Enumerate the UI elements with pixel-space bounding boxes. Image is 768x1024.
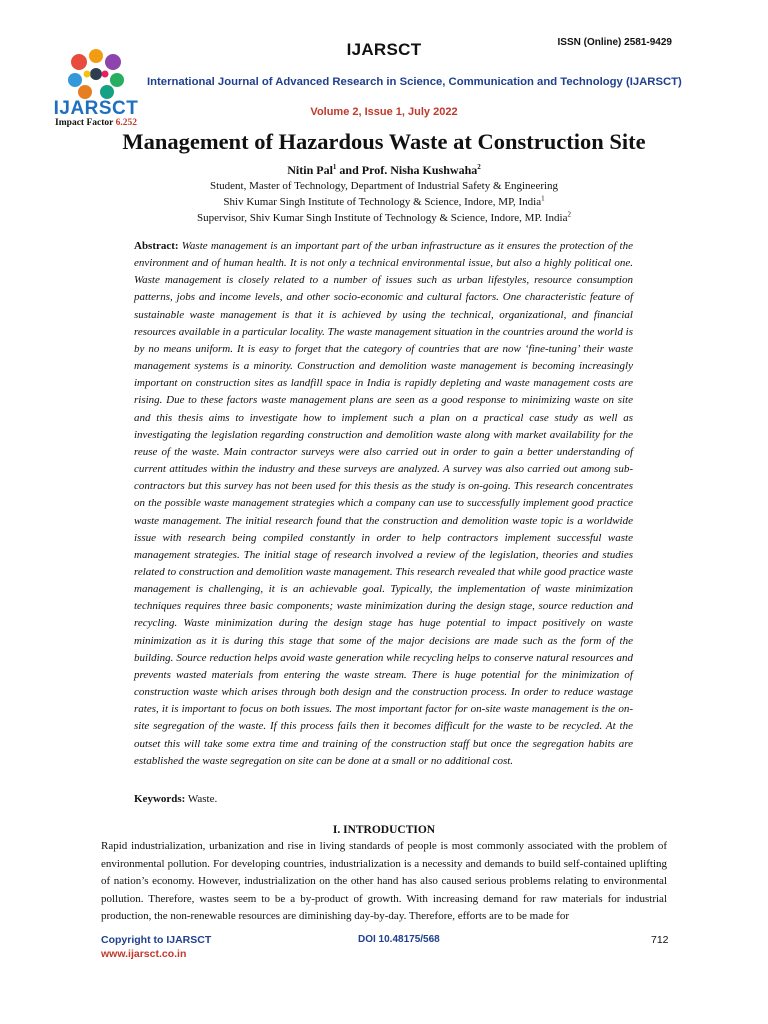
affiliation — [0, 180, 768, 192]
website-link[interactable]: www.ijarsct.co.in — [101, 948, 187, 960]
affiliation — [0, 196, 768, 208]
page-number: 712 — [651, 934, 669, 946]
keywords — [134, 793, 217, 805]
impact-factor-value: 6.252 — [115, 118, 137, 128]
copyright: Copyright to IJARSCT — [101, 934, 212, 946]
paper-title: Management of Hazardous Waste at Construction Site — [122, 129, 646, 154]
journal-short-title: IJARSCT — [346, 40, 422, 59]
keywords-text: Waste. — [187, 793, 218, 805]
affiliation-sup: 1 — [541, 194, 545, 203]
impact-factor-label: Impact Factor — [55, 118, 114, 128]
affiliation-text: Supervisor, Shiv Kumar Singh Institute of Technology & Science, Indore, MP. India — [197, 212, 568, 224]
affiliation-text: Student, Master of Technology, Department of Industrial Safety & Engineering — [209, 180, 559, 192]
volume-issue: Volume 2, Issue 1, July 2022 — [310, 106, 458, 118]
author-2-sup: 2 — [477, 163, 481, 171]
impact-factor — [46, 118, 146, 128]
authors — [0, 163, 768, 178]
introduction-text: Rapid industrialization, urbanization and rise in living standards of people is most commonly associated with the problem of environmental pollution. For developing countries, industrialization is a necessity and demands to build self-contained uplifting of nation’s economy. However, industrialization on the other hand has also caused serious problems relating to environmental pollution. Therefore, wastes seem to be a by-product of growth. With increasing demand for raw materials for industrial production, the non-renewable resources are diminishing day-by-day. Therefore, efforts are to be made for — [101, 840, 667, 923]
affiliation — [0, 212, 768, 224]
keywords-label: Keywords: — [134, 793, 186, 805]
doi[interactable]: DOI 10.48175/568 — [358, 934, 440, 945]
affiliation-text: Shiv Kumar Singh Institute of Technology & Science, Indore, MP, India — [223, 196, 542, 208]
abstract-label: Abstract: — [134, 240, 179, 252]
affiliation-sup: 2 — [567, 210, 571, 219]
section-heading: I. INTRODUCTION — [332, 824, 436, 836]
authors-join: and — [336, 163, 362, 177]
author-1: Nitin Pal — [287, 163, 333, 177]
author-2: Prof. Nisha Kushwaha — [361, 163, 478, 177]
author-1-sup: 1 — [332, 163, 337, 171]
logo-wordmark: IJARSCT — [53, 98, 139, 119]
abstract — [134, 238, 633, 770]
issn: ISSN (Online) 2581-9429 — [557, 37, 672, 48]
abstract-text: Waste management is an important part of the urban infrastructure as it ensures the protection of the environment and of human health. It is not only a technical environmental issue, but also a highly political one. Waste management is closely related to a number of issues such as urban lifestyles, resource consumption patterns, jobs and income levels, and other socio-economic and cultural factors. One characteristic feature of sustainable waste management is that it is achieved by using the technical, organizational, and financial resources available in a particular locality. The waste management situation in the countries around the world is by no means uniform. It is easy to forget that the category of countries that are now ‘fine-tuning’ their waste management systems is a minority. Construction and demolition waste management is becoming increasingly important on construction sites as landfill space in India is rapidly depleting and waste management costs are rising. Due to these factors waste management plans are seen as a good response to minimizing waste on site and this thesis aims to investigate how to implement such a plan on a practical case study as well as investigating the legislation regarding construction and demolition waste along with market availability for the reuse of the waste. Main contractor surveys were also carried out in order to gain a better understanding of current attitudes within the industry and these surveys are analyzed. A survey was also carried out among sub-contractors but this survey has not been used for this thesis as the study is on-going. This research concentrates on the possible waste management strategies which a company can use to successfully implement good practice waste management. The initial research found that the construction and demolition waste topic is a worldwide issue with research being compiled constantly in order to help contractors implement successful waste management strategies. The initial stage of research involved a review of the legislation, theories and studies related to construction and demolition waste management. This research revealed that while good practice waste management is challenging, it is an achievable goal. Typically, the implementation of waste minimization techniques requires three basic components; waste minimization during the design stage, source reduction and recycling. Waste minimization during the design stage has huge potential to impact positively on waste minimization as it is during this stage that some of the major decisions are made such as the form of the building. Source reduction helps avoid waste generation while recycling helps to conserve natural resources and prevents wasted materials from entering the waste stream. There is huge potential for the minimization of construction waste which arises through both design and the construction process. In order to reduce wastage rates, it is important to focus on both issues. The most important factor for on-site waste management is the on-site segregation of the waste. If this process fails then it becomes difficult for the waste to be recycled. At the outset this will take some extra time and training of the construction staff but once the segregation habits are established the waste segregation on site can be done at a small or no additional cost. — [134, 240, 633, 767]
journal-full-title: International Journal of Advanced Research in Science, Communication and Technology (IJARSCT) — [147, 76, 682, 88]
